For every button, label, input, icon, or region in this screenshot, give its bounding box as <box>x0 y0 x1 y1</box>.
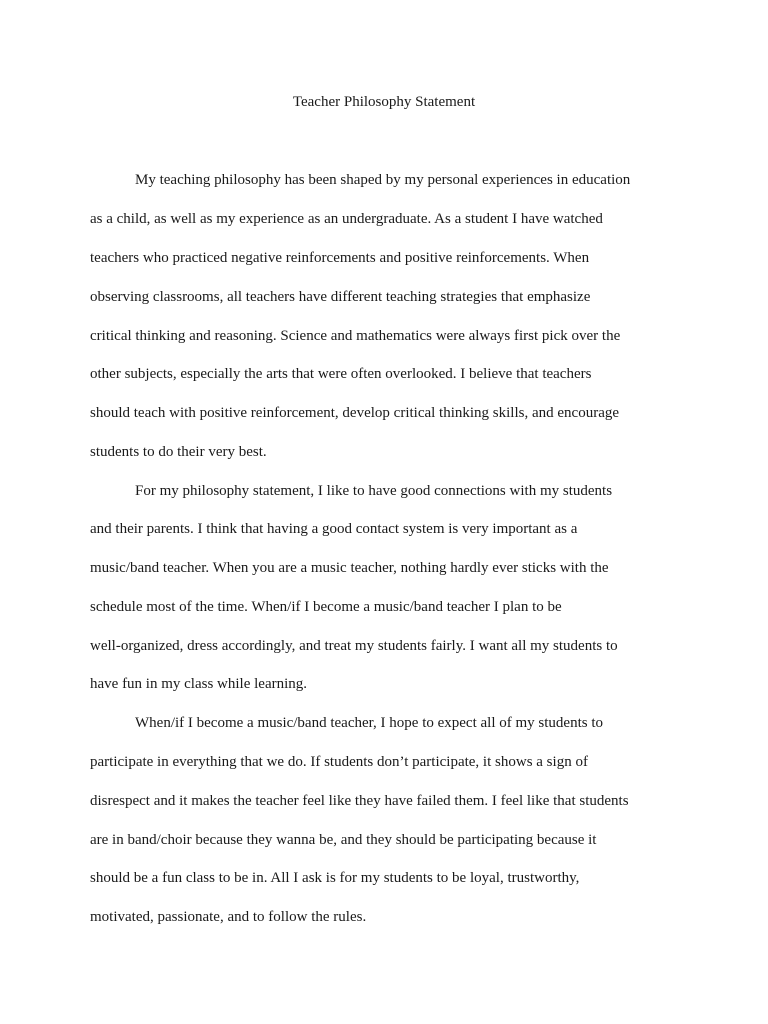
paragraph-2-line-5: well-organized, dress accordingly, and treat my students fairly. I want all my students to <box>90 638 618 654</box>
paragraph-1-line-5: critical thinking and reasoning. Science and mathematics were always first pick over the <box>90 328 621 344</box>
paragraph-3-line-1: When/if I become a music/band teacher, I hope to expect all of my students to <box>135 715 603 731</box>
paragraph-3-line-2: participate in everything that we do. If students don’t participate, it shows a sign of <box>90 754 588 770</box>
paragraph-2-line-1: For my philosophy statement, I like to have good connections with my students <box>135 483 613 499</box>
paragraph-3-line-3: disrespect and it makes the teacher feel like they have failed them. I feel like that students <box>90 793 629 809</box>
paragraph-1-line-3: teachers who practiced negative reinforcements and positive reinforcements. When <box>90 250 590 266</box>
paragraph-2-line-2: and their parents. I think that having a good contact system is very important as a <box>90 521 578 537</box>
paragraph-1-line-1: My teaching philosophy has been shaped by my personal experiences in education <box>135 172 631 188</box>
paragraph-1-line-7: should teach with positive reinforcement, develop critical thinking skills, and encourage <box>90 405 620 421</box>
paragraph-1-line-8: students to do their very best. <box>90 444 267 460</box>
paragraph-1-line-4: observing classrooms, all teachers have different teaching strategies that emphasize <box>90 289 591 305</box>
paragraph-3-line-4: are in band/choir because they wanna be, and they should be participating because it <box>90 832 597 848</box>
document-title: Teacher Philosophy Statement <box>292 94 476 110</box>
paragraph-2-line-3: music/band teacher. When you are a music teacher, nothing hardly ever sticks with the <box>90 560 609 576</box>
paragraph-1-line-6: other subjects, especially the arts that were often overlooked. I believe that teachers <box>90 366 592 382</box>
paragraph-2-line-6: have fun in my class while learning. <box>90 676 308 692</box>
paragraph-3-line-6: motivated, passionate, and to follow the rules. <box>90 909 367 925</box>
paragraph-3-line-5: should be a fun class to be in. All I ask is for my students to be loyal, trustworthy, <box>90 870 580 886</box>
paragraph-2-line-4: schedule most of the time. When/if I become a music/band teacher I plan to be <box>90 599 562 615</box>
paragraph-1-line-2: as a child, as well as my experience as an undergraduate. As a student I have watched <box>90 211 603 227</box>
